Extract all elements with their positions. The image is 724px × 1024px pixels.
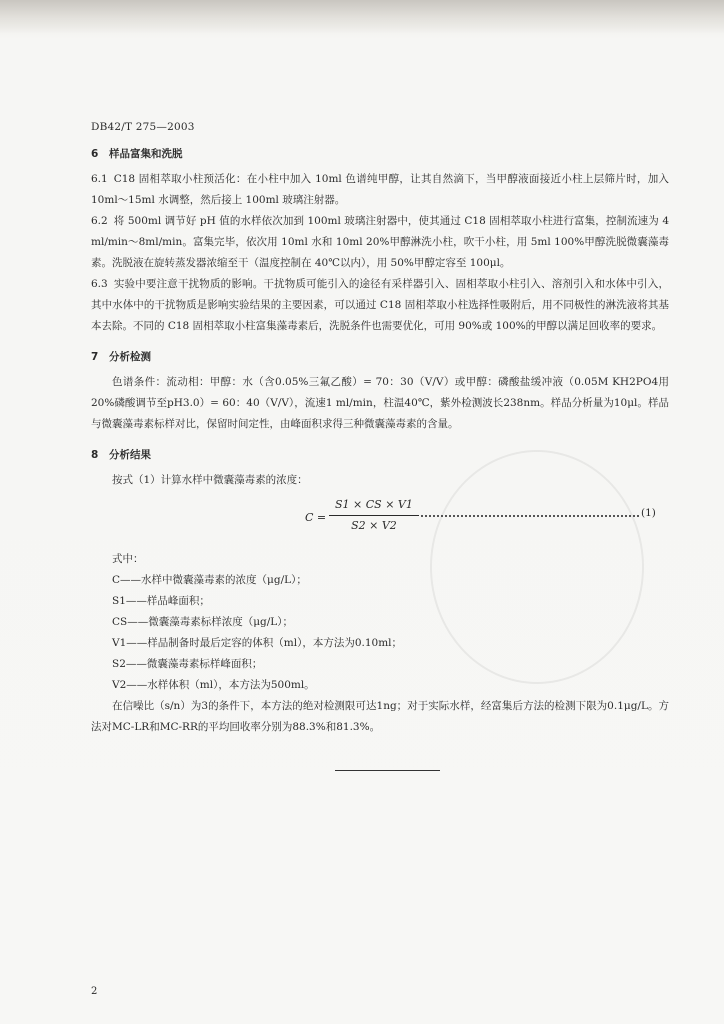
detection-limit-paragraph: 在信噪比（s/n）为3的条件下，本方法的绝对检测限可达1ng；对于实际水样，经富集后方法的检测下限为0.1μg/L。方法对MC-LR和MC-RR的平均回收率分别为88.3%和81.3%。	[91, 700, 669, 733]
section-title: 分析结果	[109, 449, 151, 461]
clause-6-2: 6.2 将 500ml 调节好 pH 值的水样依次加到 100ml 玻璃注射器中，使其通过 C18 固相萃取小柱进行富集，控制流速为 4 ml/min～8ml/min。富集完毕，依次用 10ml 水和 10ml 20%甲醇淋洗小柱，吹干小柱，用 5ml 100%甲醇洗脱微囊藻毒素。洗脱液在旋转蒸发器浓缩至干（温度控制在 40℃以内），用 50%甲醇定容至 100μl。	[91, 215, 669, 269]
section-number: 8	[91, 449, 99, 461]
variable-definitions	[91, 549, 669, 738]
formula-1	[91, 493, 669, 543]
section-title: 分析检测	[109, 351, 151, 363]
definition-item: V2——水样体积（ml），本方法为500ml。	[112, 679, 315, 691]
formula-lhs: C =	[305, 511, 327, 524]
section-number: 6	[91, 148, 99, 160]
section-number: 7	[91, 351, 99, 363]
definition-item: S2——微囊藻毒素标样峰面积；	[112, 658, 263, 670]
definitions-intro: 式中：	[112, 553, 144, 565]
clause-6-3: 6.3 实验中要注意干扰物质的影响。干扰物质可能引入的途径有采样器引入、固相萃取小柱引入、溶剂引入和水体中引入，其中水体中的干扰物质是影响实验结果的主要因素，可以通过 C18 固相萃取小柱选择性吸附后，用不同极性的淋洗液将其基本去除。不同的 C18 固相萃取小柱富集藻毒素后，洗脱条件也需要优化，可用 90%或 100%的甲醇以满足回收率的要求。	[91, 278, 669, 332]
section-7-heading	[91, 347, 669, 368]
formula-fraction	[305, 495, 419, 536]
chromatography-conditions: 色谱条件：流动相：甲醇：水（含0.05%三氟乙酸）= 70：30（V/V）或甲醇：磷酸盐缓冲液（0.05M KH2PO4用20%磷酸调节至pH3.0）= 60：40（V/V），流速1 ml/min，柱温40℃，紫外检测波长238nm。样品分析量为10μl。样品与微囊藻毒素标样对比，保留时间定性，由峰面积求得三种微囊藻毒素的含量。	[91, 376, 669, 430]
formula-number: (1)	[641, 507, 656, 519]
definition-item: CS——微囊藻毒素标样浓度（μg/L）；	[112, 616, 294, 628]
section-8-heading	[91, 445, 669, 466]
definition-item: V1——样品制备时最后定容的体积（ml），本方法为0.10ml；	[112, 637, 403, 649]
formula-denominator: S2 × V2	[351, 519, 397, 532]
end-rule	[335, 770, 440, 771]
section-title: 样品富集和洗脱	[109, 148, 183, 160]
scan-top-shadow	[0, 0, 724, 34]
definition-item: S1——样品峰面积；	[112, 595, 210, 607]
formula-intro: 按式（1）计算水样中微囊藻毒素的浓度：	[112, 474, 308, 486]
document-body	[91, 142, 669, 738]
section-6-heading	[91, 144, 669, 165]
definition-item: C——水样中微囊藻毒素的浓度（μg/L）；	[112, 574, 307, 586]
formula-numerator: S1 × CS × V1	[329, 495, 419, 516]
standard-code: DB42/T 275—2003	[91, 121, 195, 133]
page-number: 2	[91, 986, 98, 997]
formula-leader-dots	[421, 501, 639, 517]
clause-6-1: 6.1 C18 固相萃取小柱预活化：在小柱中加入 10ml 色谱纯甲醇，让其自然滴下，当甲醇液面接近小柱上层筛片时，加入 10ml～15ml 水调整，然后接上 100ml 玻璃注射器。	[91, 173, 669, 206]
